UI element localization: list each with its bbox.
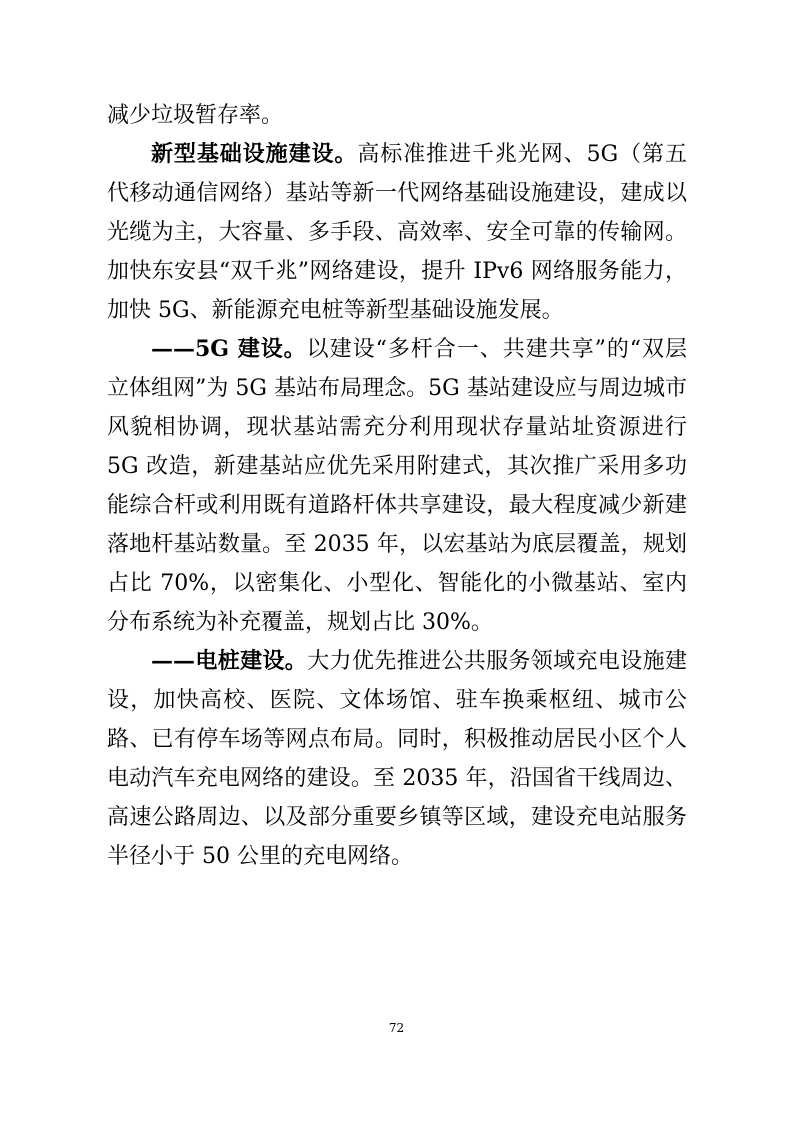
paragraph-heading: 新型基础设施建设。 [151, 141, 358, 167]
document-body [107, 96, 687, 876]
page-number: 72 [388, 1021, 405, 1035]
paragraph-heading: ——电桩建设。 [151, 648, 308, 674]
paragraph-continuation [107, 96, 687, 135]
paragraph-text: 以建设“多杆合一、共建共享”的“双层立体组网”为 5G 基站布局理念。5G 基站建设应与周边城市风貌相协调，现状基站需充分利用现状存量站址资源进行 5G 改造，新建基站应优先采用附建式，其次推广采用多功能综合杆或利用既有道路杆体共享建设，最大程度减少新建落地杆基站数量。至 2035 年，以宏基站为底层覆盖，规划占比 70%，以密集化、小型化、智能化的小微基站、室内分布系统为补充覆盖，规划占比 30%。 [107, 337, 687, 635]
paragraph-charging-pile-construction [107, 642, 687, 876]
paragraph-heading: ——5G 建设。 [151, 336, 307, 362]
paragraph-text: 高标准推进千兆光网、5G（第五代移动通信网络）基站等新一代网络基础设施建设，建成以光缆为主，大容量、多手段、高效率、安全可靠的传输网。加快东安县“双千兆”网络建设，提升 IPv6 网络服务能力，加快 5G、新能源充电桩等新型基础设施发展。 [107, 142, 687, 323]
paragraph-text: 大力优先推进公共服务领域充电设施建设，加快高校、医院、文体场馆、驻车换乘枢纽、城市公路、已有停车场等网点布局。同时，积极推动居民小区个人电动汽车充电网络的建设。至 2035 年，沿国省干线周边、高速公路周边、以及部分重要乡镇等区域，建设充电站服务半径小于 50 公里的充电网络。 [107, 649, 687, 869]
paragraph-new-infrastructure [107, 135, 687, 330]
paragraph-5g-construction [107, 330, 687, 642]
paragraph-text: 减少垃圾暂存率。 [107, 103, 284, 128]
